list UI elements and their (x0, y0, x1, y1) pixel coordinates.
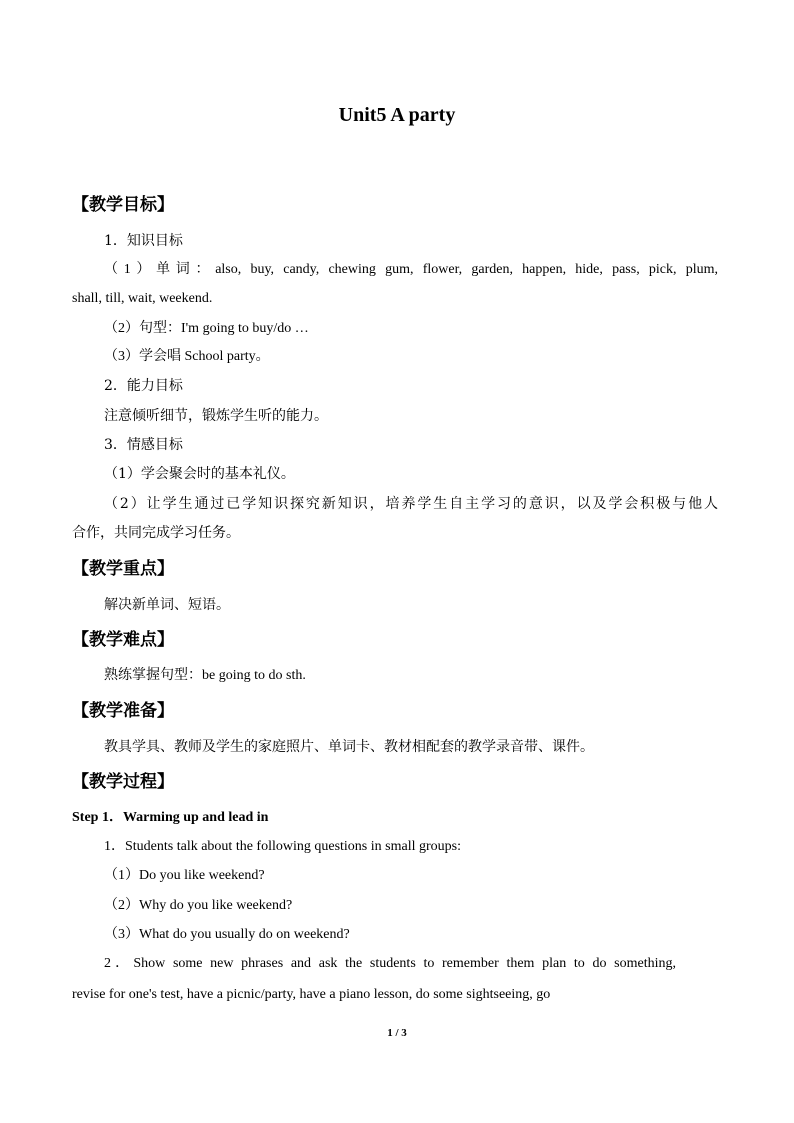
vocab-line-1: （1）单词：also, buy, candy, chewing gum, flower, garden, happen, hide, pass, pick, plum, (104, 262, 718, 277)
section-preparation-heading: 【教学准备】 (72, 701, 174, 721)
ability-goal-text: 注意倾听细节，锻炼学生听的能力。 (104, 408, 328, 424)
knowledge-goal-title: 1．知识目标 (104, 233, 183, 249)
emotion-goal-title: 3．情感目标 (104, 437, 183, 453)
question-3: （3）What do you usually do on weekend? (104, 927, 350, 942)
question-2: （2）Why do you like weekend? (104, 898, 293, 913)
step1-item-1: 1．Students talk about the following questions in small groups: (104, 839, 461, 854)
emotion-goal-1: （1）学会聚会时的基本礼仪。 (104, 466, 295, 482)
section-process-heading: 【教学过程】 (72, 772, 174, 792)
difficulties-text: 熟练掌握句型：be going to do sth. (104, 668, 306, 683)
emotion-goal-2-line-2: 合作，共同完成学习任务。 (72, 525, 240, 541)
section-objectives-heading: 【教学目标】 (72, 195, 174, 215)
sentence-pattern: （2）句型：I'm going to buy/do … (104, 321, 309, 336)
question-1: （1）Do you like weekend? (104, 868, 265, 883)
preparation-text: 教具学具、教师及学生的家庭照片、单词卡、教材相配套的教学录音带、课件。 (104, 739, 594, 755)
page-title: Unit5 A party (338, 104, 456, 126)
emotion-goal-2-line-1: （2）让学生通过已学知识探究新知识，培养学生自主学习的意识，以及学会积极与他人 (104, 496, 718, 512)
section-difficulties-heading: 【教学难点】 (72, 630, 174, 650)
section-key-points-heading: 【教学重点】 (72, 559, 174, 579)
step1-title: Step 1．Warming up and lead in (72, 810, 269, 825)
step1-item-2-line-2: revise for one's test, have a picnic/party, have a piano lesson, do some sightseeing, go (72, 987, 551, 1002)
vocab-line-2: shall, till, wait, weekend. (72, 291, 213, 306)
key-points-text: 解决新单词、短语。 (104, 597, 230, 613)
page-number: 1 / 3 (387, 1027, 407, 1039)
song-goal: （3）学会唱 School party。 (104, 349, 270, 364)
step1-item-2-line-1: 2．Show some new phrases and ask the students to remember them plan to do something, (104, 956, 676, 971)
ability-goal-title: 2．能力目标 (104, 378, 183, 394)
